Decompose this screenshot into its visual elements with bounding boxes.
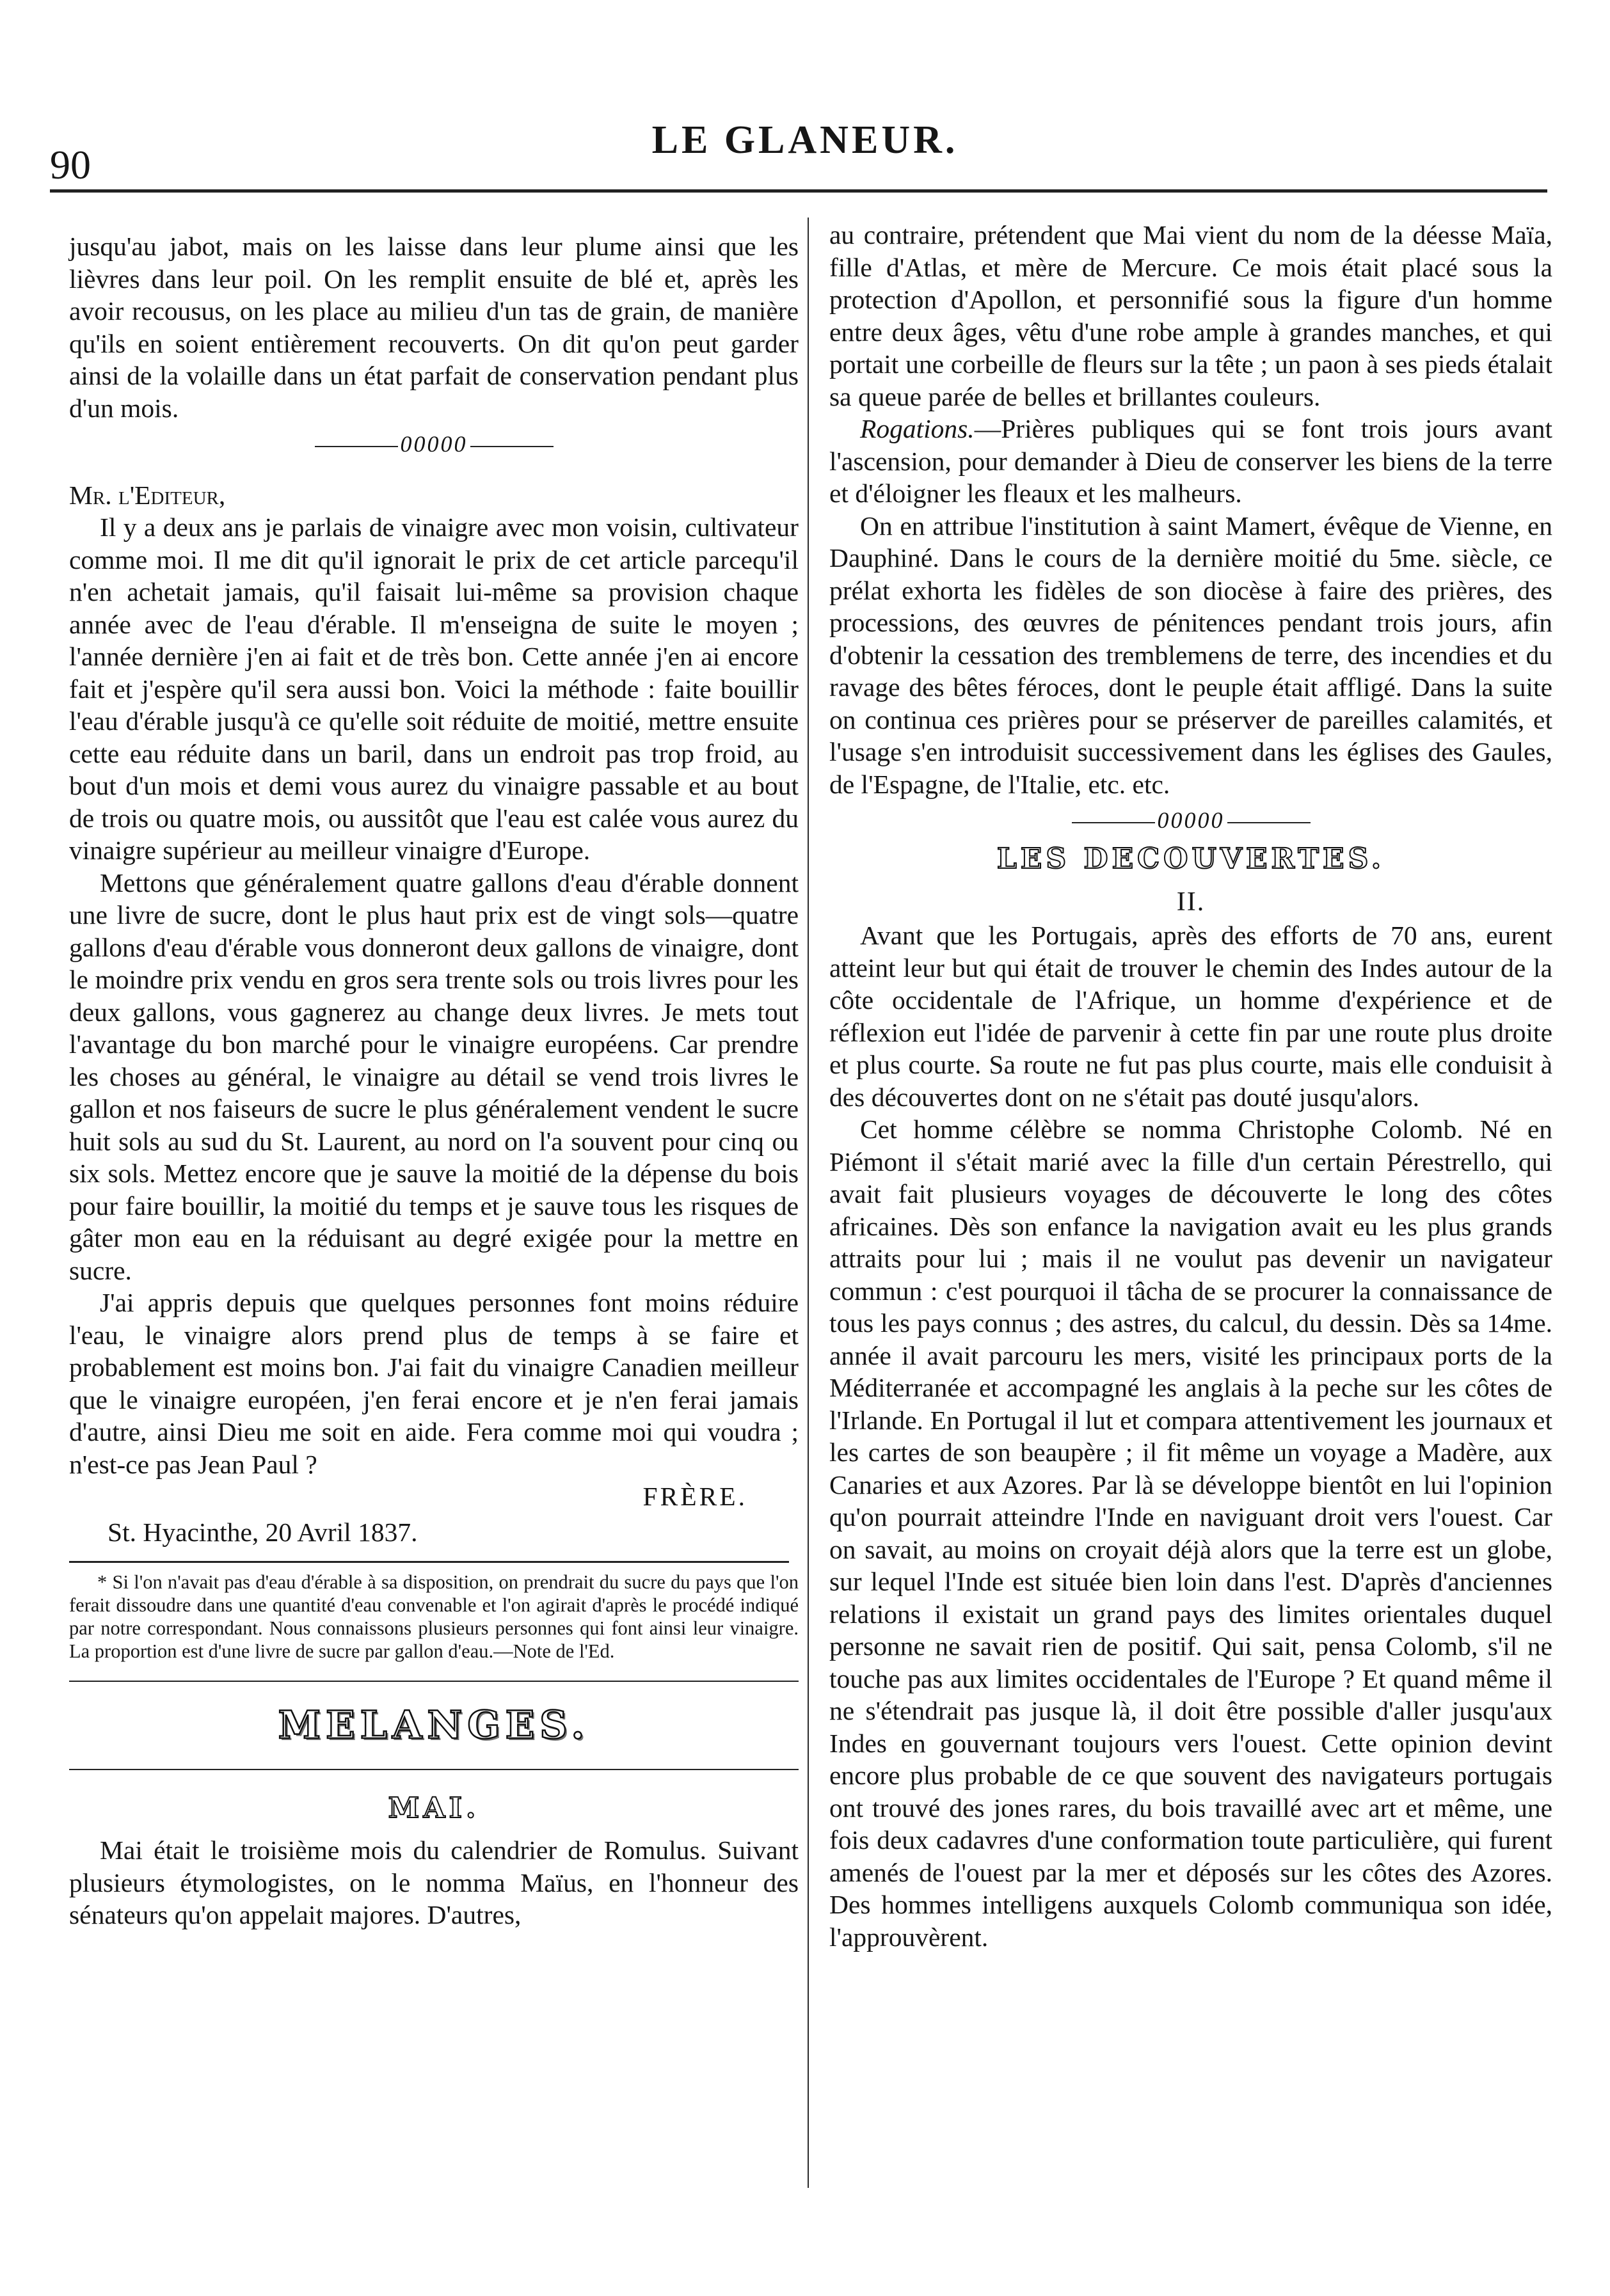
- right-column: [829, 219, 1552, 1953]
- ornament-separator: 00000: [69, 428, 799, 460]
- decouvertes-paragraph: Avant que les Portugais, après des efforts de 70 ans, eurent atteint leur but qui était de trouver le chemin des Indes autour de la côte occidentale de l'Afrique, un homme d'expérience et de réflexion eut l'idée de parvenir à cette fin par une route plus droite et plus courte. Sa route ne fut pas plus courte, mais elle conduisit à des découvertes dont on ne s'était pas douté jusqu'alors.: [829, 921, 1552, 1112]
- footnote-rule: [69, 1561, 789, 1563]
- section-title-melanges: MELANGES.: [278, 1703, 590, 1748]
- header-rule: [50, 189, 1547, 193]
- mai-paragraph: Mai était le troisième mois du calendrier de Romulus. Suivant plusieurs étymologistes, on le nomma Maïus, en l'honneur des sénateurs qu'on appelait majores. D'autres,: [69, 1835, 799, 1929]
- decouvertes-paragraph: Cet homme célèbre se nomma Christophe Colomb. Né en Piémont il s'était marié avec la fille d'un certain Pérestrello, qui avait fait plusieurs voyages de découverte le long des côtes africaines. Dès son enfance la navigation avait eu les plus grands attraits pour lui ; mais il ne voulut pas devenir un navigateur commun : c'est pourquoi il tâcha de se procurer la connaissance de tous les pays connus ; des astres, du calcul, du dessin. Dès sa 14me. année il avait parcouru les mers, visité les principaux ports de la Méditerranée et accompagné les anglais à la peche sur les côtes de l'Irlande. En Portugal il lut et compara attentivement les journaux et les cartes de son beaupère ; il fit même un voyage a Madère, aux Canaries et aux Azores. Par là se développe bientôt en lui l'opinion qu'on pourrait atteindre l'Inde en naviguant droit vers l'ouest. Car on savait, au moins on croyait déjà alors que la terre est un globe, sur lequel l'Inde est située bien loin dans l'est. D'après d'anciennes relations il existait un grand pays des limites orientales duquel personne ne savait rien de positif. Qui sait, pensa Colomb, s'il ne touche pas aux limites occidentales de l'Europe ? Et quand même il ne s'étendrait pas jusque là, il doit être possible d'aller jusqu'aux Indes en gouvernant toujours vers l'ouest. Cette opinion devint encore plus probable de ce que souvent des navigateurs portugais ont trouvé des jones rares, du bois travaillé avec art et même, une fois deux cadavres d'une conformation toute particulière, qui furent amenés de l'ouest par la mer et déposés sur les côtes des Azores. Des hommes intelligens auxquels Colomb communiqua son idée, l'approuvèrent.: [829, 1114, 1552, 1952]
- subsection-title-mai: MAI.: [388, 1792, 480, 1825]
- letter-to-editor: [69, 479, 799, 1552]
- section-title-decouvertes: LES DECOUVERTES.: [996, 843, 1385, 875]
- rogations-label: Rogations.: [860, 414, 975, 443]
- letter-paragraph: Mettons que généralement quatre gallons d'eau d'érable donnent une livre de sucre, dont le plus haut prix est de vingt sols—quatre gallons d'eau d'érable vous donneront deux gallons de vinaigre, dont le moindre prix vendu en gros sera trente sols ou trois livres pour les deux gallons, vous gagnerez au change deux livres. Je mets tout l'avantage du bon marché pour le vinaigre européens. Car prendre les choses au général, le vinaigre au détail se vend trois livres le gallon et nos faiseurs de sucre le plus généralement vendent le sucre huit sols au sud du St. Laurent, au nord on l'a souvent pour cinq ou six sols. Mettez encore que je sauve la moitié de la dépense du bois pour faire bouillir, la moitié du temps et je sauve tous les risques de gâter mon eau en la réduisant au degré exigée pour la mettre en sucre.: [69, 867, 799, 1285]
- footnote: * Si l'on n'avait pas d'eau d'érable à sa disposition, on prendrait du sucre du pays que l'on ferait dissoudre dans une quantité d'eau convenable et l'on agirait d'après le procédé indiqué par notre correspondant. Nous connaissons plusieurs personnes qui font ainsi leur vinaigre. La proportion est d'une livre de sucre par gallon d'eau.—Note de l'Ed.: [69, 1571, 799, 1662]
- letter-paragraph: J'ai appris depuis que quelques personnes font moins réduire l'eau, le vinaigre alors prend plus de temps à se faire et probablement est moins bon. J'ai fait du vinaigre Canadien meilleur que le vinaigre européen, j'en ferai encore et je n'en ferai jamais d'autre, ainsi Dieu me soit en aide. Fera comme moi qui voudra ; n'est-ce pas Jean Paul ?: [69, 1288, 799, 1479]
- intro-paragraph: jusqu'au jabot, mais on les laisse dans leur plume ainsi que les lièvres dans leur poil. On les remplit ensuite de blé et, après les avoir recousus, on les place au milieu d'un tas de grain, de manière qu'ils en soient entièrement recouverts. On dit qu'on peut garder ainsi de la volaille dans un état parfait de conservation pendant plus d'un mois.: [69, 232, 799, 423]
- page-number: 90: [50, 142, 91, 187]
- column-divider: [808, 218, 809, 2188]
- page-header: [0, 0, 1610, 186]
- rogations-paragraph-2: On en attribue l'institution à saint Mamert, évêque de Vienne, en Dauphiné. Dans le cours de la dernière moitié du 5me. siècle, ce prélat exhorta les fidèles de son diocèse à faire des prières, des processions, des œuvres de pénitences pendant trois jours, afin d'obtenir la cessation des tremblemens de terre, des incendies et du ravage des bêtes féroces, dont le peuple était affligé. Dans la suite on continua ces prières pour se préserver de pareilles calamités, et l'usage s'en introduisit successivement dans les églises des Gaules, de l'Espagne, de l'Italie, etc. etc.: [829, 511, 1552, 799]
- letter-signature: FRÈRE.: [642, 1482, 747, 1511]
- letter-salutation: Mr. l'Editeur,: [69, 480, 226, 510]
- left-column: [69, 230, 799, 1931]
- section-rule: [69, 1681, 799, 1682]
- journal-title: LE GLANEUR.: [651, 118, 959, 162]
- rogations-paragraph: [829, 413, 1552, 510]
- ornament-separator: 00000: [829, 804, 1552, 836]
- section-numeral: II.: [1176, 887, 1206, 917]
- section-rule: [69, 1769, 799, 1770]
- letter-paragraph: Il y a deux ans je parlais de vinaigre avec mon voisin, cultivateur comme moi. Il me dit qu'il ignorait le prix de cet article parcequ'il n'en achetait jamais, qu'il faisait lui-même sa provision chaque année avec de l'eau d'érable. Il m'enseigna de suite le moyen ; l'année dernière j'en ai fait et de très bon. Cette année j'en ai encore fait et j'espère qu'il sera aussi bon. Voici la méthode : faite bouillir l'eau d'érable jusqu'à ce qu'elle soit réduite de moitié, mettre ensuite cette eau réduite dans un baril, dans un endroit pas trop froid, au bout d'un mois et demi vous aurez du vinaigre passable et au bout de trois ou quatre mois, ou aussitôt que l'eau est calée vous aurez du vinaigre supérieur au meilleur vinaigre d'Europe.: [69, 512, 799, 865]
- letter-place-date: St. Hyacinthe, 20 Avril 1837.: [108, 1517, 418, 1547]
- rogations-text: —Prières publiques qui se font trois jours avant l'ascension, pour demander à Dieu de conserver les biens de la terre et d'éloigner les fleaux et les malheurs.: [829, 414, 1552, 508]
- mai-continued-paragraph: au contraire, prétendent que Mai vient du nom de la déesse Maïa, fille d'Atlas, et mère de Mercure. Ce mois était placé sous la protection d'Apollon, et personnifié sous la figure d'un homme entre deux âges, vêtu d'une robe ample à grandes manches, et qui portait une corbeille de fleurs sur la tête ; un paon à ses pieds étalait sa queue parée de belles et brillantes couleurs.: [829, 220, 1552, 411]
